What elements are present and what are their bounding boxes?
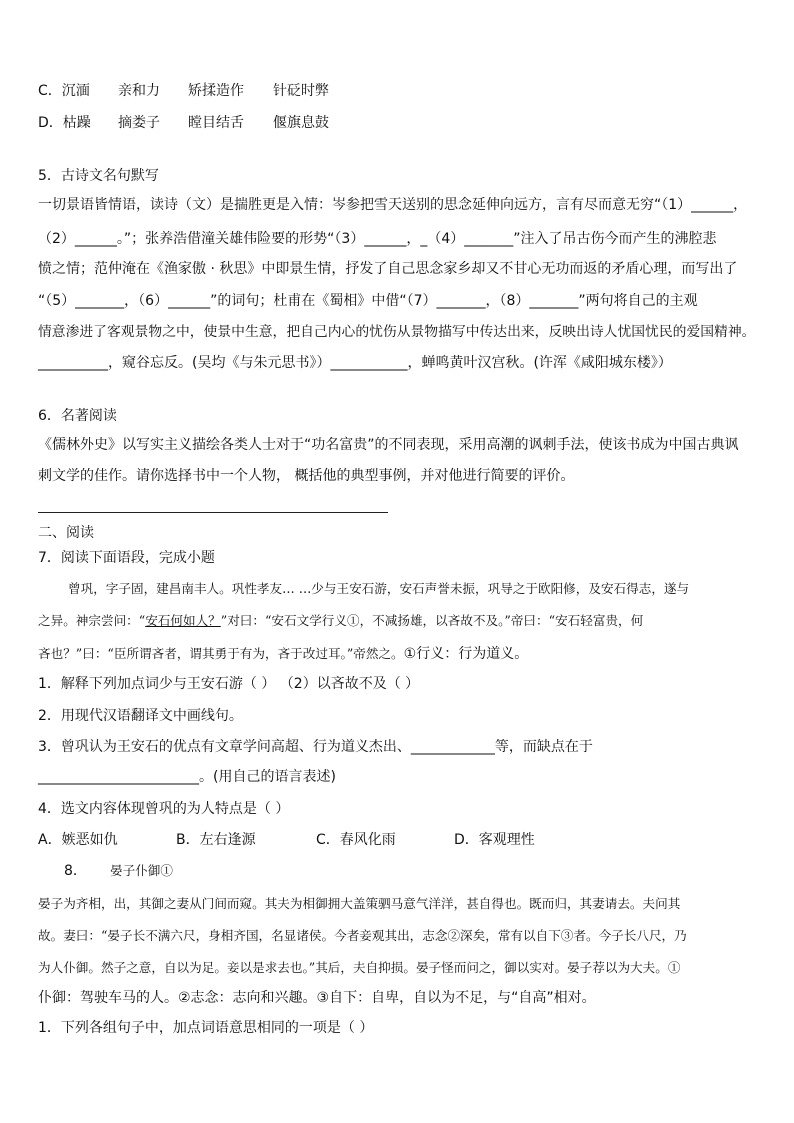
- option-d: D．客观理性: [454, 832, 535, 848]
- option-row-d: [38, 112, 329, 134]
- q7-subquestion-3: 3．曾巩认为王安石的优点有文章学问高超、行为道义杰出、____________等，而缺点在于: [38, 739, 593, 755]
- q7-subquestion-1: 1．解释下列加点词少与王安石游（ ） （2）以吝故不及（ ）: [38, 676, 420, 692]
- q5-line: 一切景语皆情语，读诗（文）是揣胜更是入情：岑参把雪天送别的思念延伸向远方，言有尽而意无穷“（1）______，: [38, 197, 748, 213]
- q5-line: （2）______。”；张养浩借潼关雄伟险要的形势“（3）______，_（4）_______”注入了吊古伤今而产生的沸腔悲: [38, 231, 717, 247]
- q8-passage-line: 晏子为齐相，出，其御之妻从门间而窥。其夫为相御拥大盖策驷马意气洋洋，甚自得也。既而归，其妻请去。夫问其: [38, 896, 681, 911]
- q8-passage-line: 为人仆御。然子之意，自以为足。妾以是求去也。”其后，夫自抑损。晏子怪而问之，御以实对。晏子荐以为大夫。①: [38, 960, 681, 975]
- q7-passage-line: [38, 643, 528, 665]
- q7-subquestion-2: 2．用现代汉语翻译文中画线句。: [38, 708, 243, 724]
- q5-title: 5．古诗文名句默写: [38, 168, 159, 184]
- passage-text: 之异。神宗尝问：“: [38, 613, 146, 628]
- q5-line: 愤之情；范仲淹在《渔家傲 · 秋思》中即景生情，抒发了自己思念家乡却又不甘心无功而返的矛盾心理，而写出了: [38, 261, 738, 277]
- q8-subquestion-1: 1．下列各组句子中，加点词语意思相同的一项是（ ）: [38, 1020, 374, 1036]
- q7-title: 7．阅读下面语段，完成小题: [38, 550, 215, 566]
- passage-text: 吝也？”曰：“臣所谓吝者，谓其勇于有为，吝于改过耳。”帝然之。: [38, 646, 404, 661]
- q8-number: 8．: [64, 863, 87, 879]
- option-d-word1: 摘娄子: [118, 115, 160, 131]
- q6-line: 《儒林外史》以写实主义描绘各类人士对于“功名富贵”的不同表现，采用高潮的讽刺手法，使该书成为中国古典讽: [38, 437, 739, 453]
- option-c-word2: 矫揉造作: [188, 83, 244, 99]
- q7-options-row: [38, 829, 535, 851]
- option-c-word3: 针砭时弊: [273, 83, 329, 99]
- option-b: B．左右逢源: [176, 832, 256, 848]
- q7-subquestion-4: 4．选文内容体现曾巩的为人特点是（ ）: [38, 801, 290, 817]
- q7-subquestion-3-cont: _______________________。(用自己的语言表述): [38, 769, 336, 785]
- option-c-word1: 亲和力: [118, 83, 160, 99]
- q6-title: 6．名著阅读: [38, 408, 117, 424]
- option-row-c: [38, 80, 329, 102]
- option-a: A．嫉恶如仇: [38, 832, 118, 848]
- section-heading: 二、阅读: [38, 525, 94, 541]
- option-c: C．春风化雨: [316, 832, 396, 848]
- q5-line: “（5）_______，（6）______”的词句；杜甫在《蜀相》中借“（7）_______，（8）_______”两句将自己的主观: [38, 293, 698, 309]
- q8-heading: [64, 860, 173, 882]
- underlined-sentence: 安石何如人？: [145, 613, 221, 628]
- q5-line: 情意渗进了客观景物之中，使景中生意，把自己内心的忧伤从景物描写中传达出来，反映出诗人忧国忧民的爱国精神。: [38, 324, 756, 340]
- option-d-word3: 偃旗息鼓: [273, 115, 329, 131]
- passage-text: ”对曰：“安石文学行义①，不减扬雄，以吝故不及。”帝曰：“安石轻富贵，何: [220, 613, 644, 628]
- q5-line: __________，窥谷忘反。(吴均《与朱元思书》）___________，蝉鸣黄叶汉宫秋。(许浑《咸阳城东楼》）: [38, 355, 672, 371]
- q7-passage-line: 曾巩，字子固，建昌南丰人。巩性孝友… …少与王安石游，安石声誉未振，巩导之于欧阳修，及安石得志，遂与: [68, 581, 690, 596]
- answer-line-divider: [38, 512, 388, 513]
- q8-title: 晏子仆御①: [110, 863, 173, 878]
- q8-passage-line: 故。妻曰：“晏子长不满六尺，身相齐国，名显诸侯。今者妾观其出，志念②深矣，常有以自下③者。今子长八尺，乃: [38, 928, 687, 943]
- q8-note: 仆御：驾驶车马的人。②志念：志向和兴趣。③自下：自卑，自以为不足，与“自高”相对。: [38, 990, 596, 1006]
- q7-passage-line: [38, 610, 643, 632]
- option-d-label: D．枯躁: [38, 115, 91, 131]
- option-d-word2: 瞠目结舌: [188, 115, 244, 131]
- option-c-label: C．沉湎: [38, 83, 90, 99]
- q6-line: 刺文学的佳作。请你选择书中一个人物， 概括他的典型事例，并对他进行简要的评价。: [38, 468, 575, 484]
- footnote-text: ①行义：行为道义。: [403, 646, 529, 662]
